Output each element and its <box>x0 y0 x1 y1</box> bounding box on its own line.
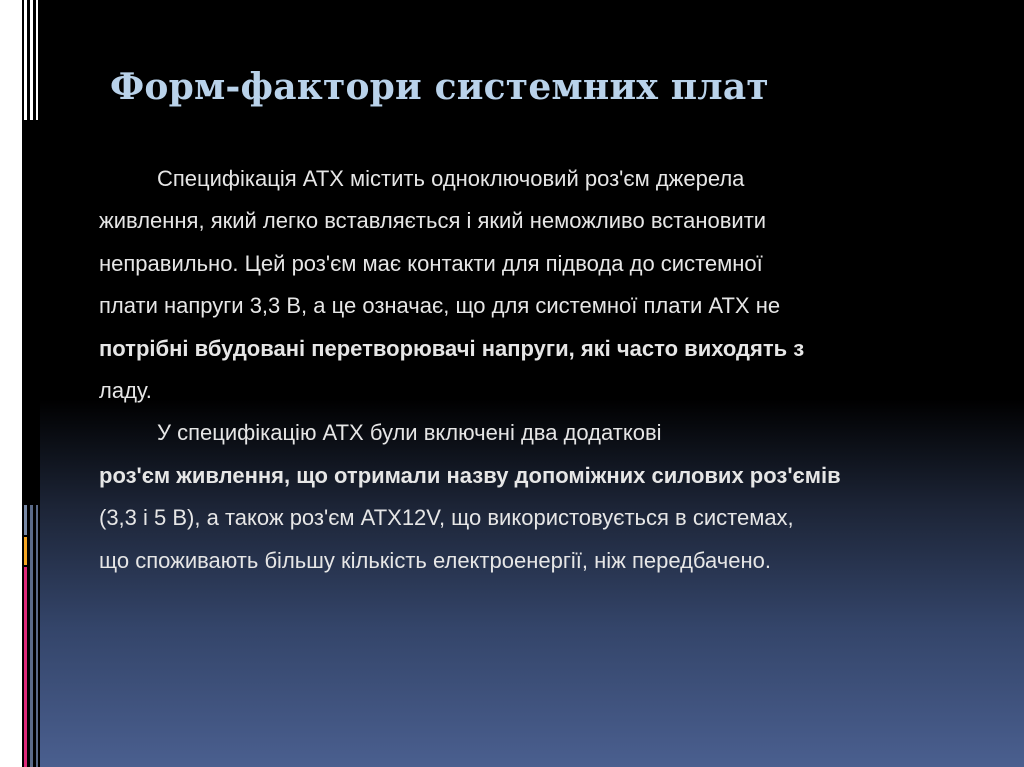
paragraph-aux-connectors <box>99 455 979 582</box>
text-line-bold: роз'єм живлення, що отримали назву допоміжних силових роз'ємів <box>99 462 841 488</box>
text-line: неправильно. Цей роз'єм має контакти для підвода до системної <box>99 250 763 276</box>
left-decor-strip <box>0 0 40 767</box>
text-line: У специфікацію ATX були включені два додаткові <box>157 420 662 446</box>
text-line: ладу. <box>99 378 152 404</box>
text-line: плати напруги 3,3 В, а це означає, що для системної плати ATX не <box>99 293 781 319</box>
text-line-bold: потрібні вбудовані перетворювачі напруги, які часто виходять з <box>99 335 805 361</box>
slide-title: Форм-фактори системних плат <box>110 66 769 108</box>
paragraph-additional <box>99 412 979 454</box>
text-line: що споживають більшу кількість електроенергії, ніж передбачено. <box>99 547 771 573</box>
slide-body <box>99 158 979 582</box>
paragraph-atx-connector <box>99 158 979 412</box>
text-line: Специфікація ATX містить одноключовий роз'єм джерела <box>157 166 745 191</box>
text-line: (3,3 і 5 В), а також роз'єм ATX12V, що використовується в системах, <box>99 505 794 531</box>
text-line: живлення, який легко вставляється і який неможливо встановити <box>99 208 767 234</box>
